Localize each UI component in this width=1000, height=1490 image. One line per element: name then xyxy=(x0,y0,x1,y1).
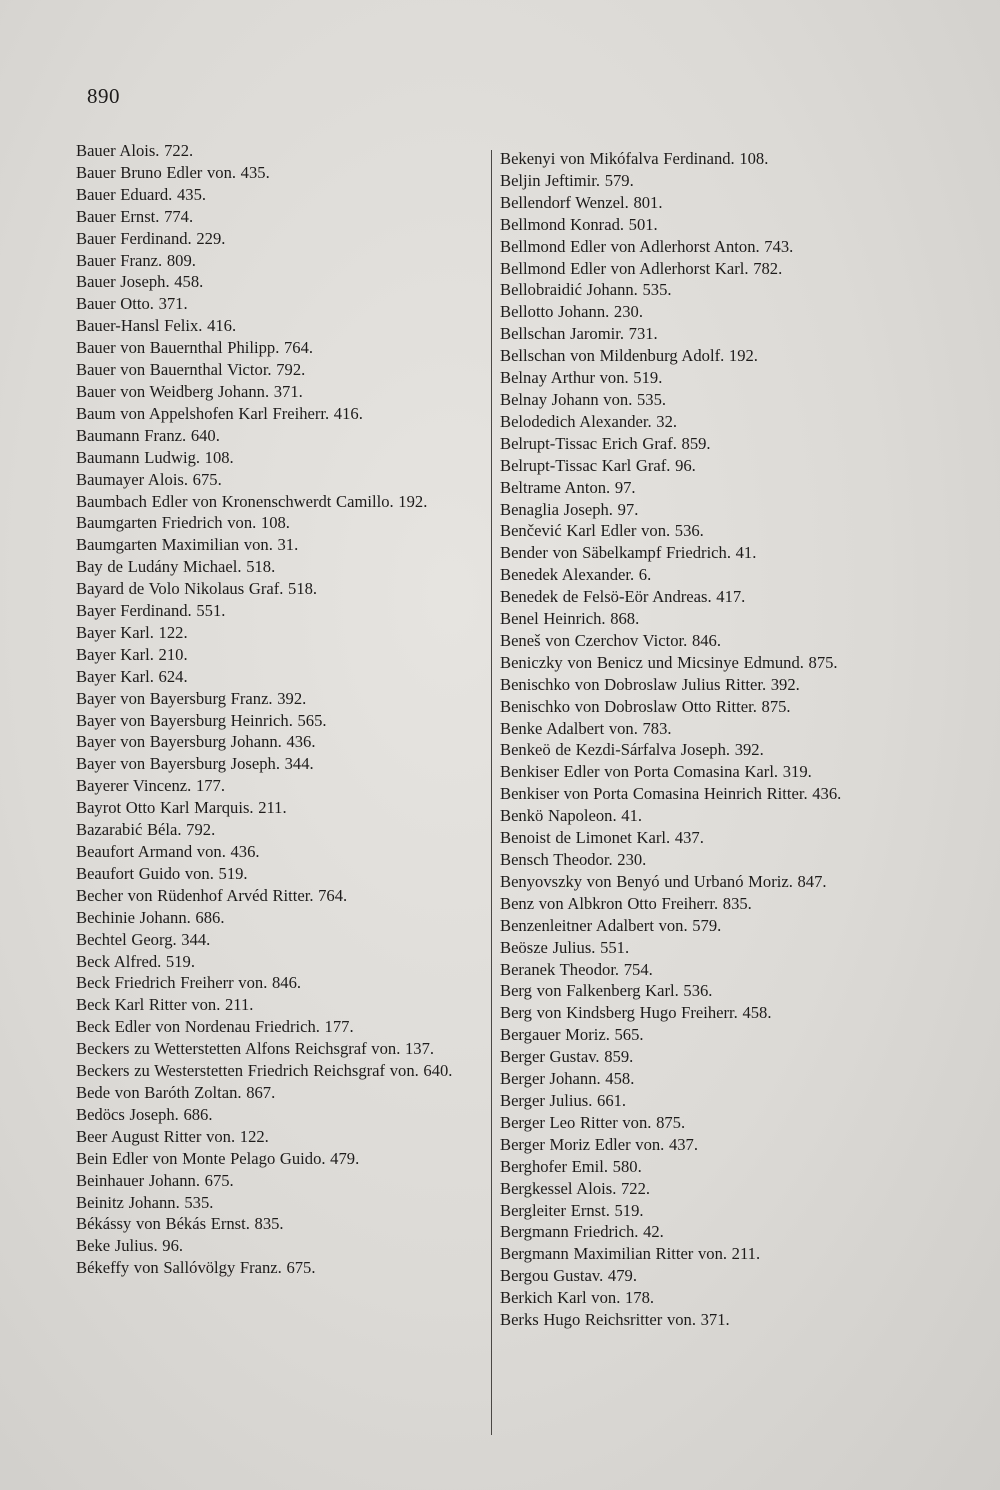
register-entry: Bede von Baróth Zoltan. 867. xyxy=(76,1082,276,1102)
register-entry: Berger Moriz Edler von. 437. xyxy=(500,1134,699,1154)
register-entry: Belodedich Alexander. 32. xyxy=(500,411,678,431)
register-entry: Bein Edler von Monte Pelago Guido. 479. xyxy=(76,1148,360,1168)
register-entry: Berg von Falkenberg Karl. 536. xyxy=(500,981,713,1001)
register-entry: Baumayer Alois. 675. xyxy=(76,469,222,489)
register-entry: Beck Edler von Nordenau Friedrich. 177. xyxy=(76,1017,354,1037)
register-entry: Berg von Kindsberg Hugo Freiherr. 458. xyxy=(500,1003,772,1023)
register-entry: Beranek Theodor. 754. xyxy=(500,959,653,979)
register-entry: Bergauer Moriz. 565. xyxy=(500,1025,644,1045)
register-entry: Belrupt-Tissac Karl Graf. 96. xyxy=(500,455,696,475)
register-entry: Benyovszky von Benyó und Urbanó Moriz. 847. xyxy=(500,871,827,891)
register-entry: Bellmond Konrad. 501. xyxy=(500,214,658,234)
register-entry: Berger Leo Ritter von. 875. xyxy=(500,1112,686,1132)
page-number: 890 xyxy=(87,84,120,108)
register-entry: Baumann Franz. 640. xyxy=(76,425,220,445)
register-entry: Beneš von Czerchov Victor. 846. xyxy=(500,630,721,650)
register-entry: Bauer Ferdinand. 229. xyxy=(76,228,226,248)
register-entry: Bayrot Otto Karl Marquis. 211. xyxy=(76,798,287,818)
register-entry: Berkich Karl von. 178. xyxy=(500,1288,655,1308)
register-entry: Benčević Karl Edler von. 536. xyxy=(500,521,704,541)
register-entry: Beinitz Johann. 535. xyxy=(76,1192,214,1212)
register-entry: Bayard de Volo Nikolaus Graf. 518. xyxy=(76,579,318,599)
register-entry: Bayer Karl. 122. xyxy=(76,622,188,642)
register-entry: Bauer Joseph. 458. xyxy=(76,272,204,292)
register-entry: Berks Hugo Reichsritter von. 371. xyxy=(500,1310,730,1330)
register-entry: Békeffy von Sallóvölgy Franz. 675. xyxy=(76,1258,316,1278)
register-entry: Beinhauer Johann. 675. xyxy=(76,1170,234,1190)
register-entry: Benkiser von Porta Comasina Heinrich Ritter. 436. xyxy=(500,784,842,804)
register-entry: Benkiser Edler von Porta Comasina Karl. 319. xyxy=(500,762,812,782)
register-entry: Bergmann Friedrich. 42. xyxy=(500,1222,664,1242)
register-entry: Benkö Napoleon. 41. xyxy=(500,806,643,826)
register-entry: Beck Karl Ritter von. 211. xyxy=(76,995,254,1015)
register-entry: Beniczky von Benicz und Micsinye Edmund. 875. xyxy=(500,652,838,672)
register-entry: Bauer Ernst. 774. xyxy=(76,206,194,226)
register-entry: Benaglia Joseph. 97. xyxy=(500,499,639,519)
register-entry: Benoist de Limonet Karl. 437. xyxy=(500,828,704,848)
register-entry: Bensch Theodor. 230. xyxy=(500,850,647,869)
register-entry: Belnay Arthur von. 519. xyxy=(500,368,663,388)
register-entry: Bender von Säbelkampf Friedrich. 41. xyxy=(500,543,757,563)
register-entry: Berger Johann. 458. xyxy=(500,1069,635,1089)
register-entry: Benkeö de Kezdi-Sárfalva Joseph. 392. xyxy=(500,740,764,760)
register-entry: Bergleiter Ernst. 519. xyxy=(500,1200,644,1220)
register-entry: Beckers zu Westerstetten Friedrich Reichsgraf von. 640. xyxy=(76,1061,453,1081)
register-entry: Bellendorf Wenzel. 801. xyxy=(500,192,663,212)
register-entry: Bauer Franz. 809. xyxy=(76,250,196,270)
register-entry: Benischko von Dobroslaw Julius Ritter. 392. xyxy=(500,674,800,694)
register-entry: Bauer Bruno Edler von. 435. xyxy=(76,162,270,182)
register-entry: Beaufort Guido von. 519. xyxy=(76,863,248,883)
register-entry: Beckers zu Wetterstetten Alfons Reichsgraf von. 137. xyxy=(76,1039,435,1059)
register-entry: Bauer von Bauernthal Philipp. 764. xyxy=(76,338,314,358)
register-entry: Bellmond Edler von Adlerhorst Karl. 782. xyxy=(500,258,783,278)
register-entry: Bazarabić Béla. 792. xyxy=(76,820,216,840)
register-entry: Baumgarten Maximilian von. 31. xyxy=(76,535,299,555)
register-entry: Beljin Jeftimir. 579. xyxy=(500,170,634,190)
register-entry: Bechtel Georg. 344. xyxy=(76,929,211,949)
register-entry: Bay de Ludány Michael. 518. xyxy=(76,557,276,577)
register-entry: Beck Friedrich Freiherr von. 846. xyxy=(76,973,302,993)
register-entry: Bauer Eduard. 435. xyxy=(76,184,207,204)
register-entry: Baumbach Edler von Kronenschwerdt Camillo. 192. xyxy=(76,491,428,511)
register-entry: Becher von Rüdenhof Arvéd Ritter. 764. xyxy=(76,885,348,905)
register-entry: Bauer von Weidberg Johann. 371. xyxy=(76,381,303,401)
register-entry: Bayer Karl. 210. xyxy=(76,644,188,664)
register-entry: Bechinie Johann. 686. xyxy=(76,907,225,927)
register-entry: Bayer von Bayersburg Johann. 436. xyxy=(76,732,316,752)
register-entry: Bellobraidić Johann. 535. xyxy=(500,280,672,300)
register-entry: Beösze Julius. 551. xyxy=(500,937,630,957)
register-entry: Bauer von Bauernthal Victor. 792. xyxy=(76,360,306,380)
register-entry: Baumann Ludwig. 108. xyxy=(76,447,234,467)
register-entry: Baum von Appelshofen Karl Freiherr. 416. xyxy=(76,403,363,423)
register-entry: Benischko von Dobroslaw Otto Ritter. 875. xyxy=(500,696,791,716)
register-entry: Berghofer Emil. 580. xyxy=(500,1156,642,1176)
register-entry: Beke Julius. 96. xyxy=(76,1236,184,1256)
register-entry: Bellschan Jaromir. 731. xyxy=(500,324,658,344)
register-entry: Bergou Gustav. 479. xyxy=(500,1266,637,1286)
register-entry: Benzenleitner Adalbert von. 579. xyxy=(500,915,722,935)
register-entry: Bayer Ferdinand. 551. xyxy=(76,601,226,621)
register-entry: Bellmond Edler von Adlerhorst Anton. 743. xyxy=(500,236,794,256)
register-entry: Benke Adalbert von. 783. xyxy=(500,718,672,738)
register-entry: Beltrame Anton. 97. xyxy=(500,477,636,497)
register-entry: Benz von Albkron Otto Freiherr. 835. xyxy=(500,893,752,913)
register-entry: Benedek de Felsö-Eör Andreas. 417. xyxy=(500,587,746,607)
register-entry: Bayer von Bayersburg Joseph. 344. xyxy=(76,754,314,774)
register-entry: Beck Alfred. 519. xyxy=(76,951,195,971)
register-entry: Bergkessel Alois. 722. xyxy=(500,1178,651,1198)
register-entry: Berger Gustav. 859. xyxy=(500,1047,634,1067)
register-entry: Bayer von Bayersburg Heinrich. 565. xyxy=(76,710,327,730)
register-entry: Beaufort Armand von. 436. xyxy=(76,842,260,861)
register-entry: Benel Heinrich. 868. xyxy=(500,609,640,629)
register-entry: Bellschan von Mildenburg Adolf. 192. xyxy=(500,346,758,366)
register-entry: Belnay Johann von. 535. xyxy=(500,389,667,409)
register-entry: Berger Julius. 661. xyxy=(500,1090,627,1110)
column-divider xyxy=(491,150,492,1435)
register-entry: Baumgarten Friedrich von. 108. xyxy=(76,513,290,533)
register-entry: Békássy von Békás Ernst. 835. xyxy=(76,1214,284,1234)
register-entry: Bayerer Vincenz. 177. xyxy=(76,776,225,796)
register-entry: Bauer-Hansl Felix. 416. xyxy=(76,316,237,336)
register-entry: Beer August Ritter von. 122. xyxy=(76,1126,269,1146)
register-entry: Bedöcs Joseph. 686. xyxy=(76,1104,213,1124)
register-entry: Bauer Alois. 722. xyxy=(76,141,194,160)
register-entry: Bergmann Maximilian Ritter von. 211. xyxy=(500,1244,761,1264)
register-entry: Bayer Karl. 624. xyxy=(76,666,188,686)
right-column xyxy=(500,148,940,1331)
register-entry: Bauer Otto. 371. xyxy=(76,294,188,314)
register-entry: Benedek Alexander. 6. xyxy=(500,565,652,585)
register-entry: Bayer von Bayersburg Franz. 392. xyxy=(76,688,307,708)
register-entry: Belrupt-Tissac Erich Graf. 859. xyxy=(500,433,711,453)
left-column xyxy=(76,140,488,1279)
register-entry: Bekenyi von Mikófalva Ferdinand. 108. xyxy=(500,149,769,168)
register-entry: Bellotto Johann. 230. xyxy=(500,302,643,322)
